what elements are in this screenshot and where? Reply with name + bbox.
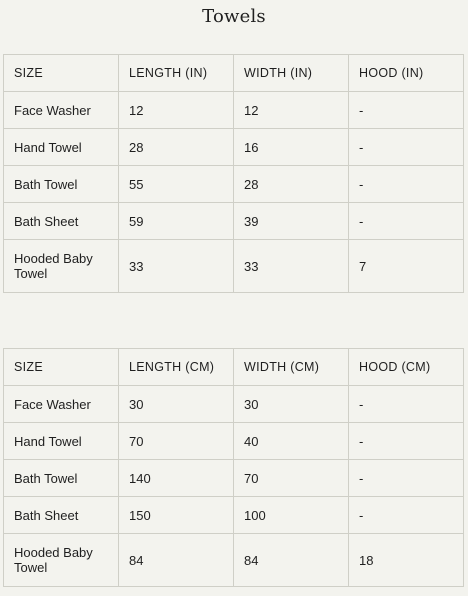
width-cell: 12 xyxy=(234,92,349,129)
size-name-cell: Face Washer xyxy=(4,386,119,423)
size-name-cell: Hand Towel xyxy=(4,423,119,460)
width-cell: 39 xyxy=(234,203,349,240)
width-cell: 33 xyxy=(234,240,349,293)
hood-cell: - xyxy=(349,166,464,203)
table-row xyxy=(4,240,464,293)
size-name-cell: Bath Sheet xyxy=(4,203,119,240)
size-name-cell: Bath Sheet xyxy=(4,497,119,534)
column-header-hood: HOOD (CM) xyxy=(349,349,464,386)
width-cell: 100 xyxy=(234,497,349,534)
size-name-cell: Hand Towel xyxy=(4,129,119,166)
table-row xyxy=(4,460,464,497)
width-cell: 28 xyxy=(234,166,349,203)
table-row xyxy=(4,497,464,534)
table-header-row xyxy=(4,349,464,386)
table-row xyxy=(4,203,464,240)
length-cell: 59 xyxy=(119,203,234,240)
width-cell: 70 xyxy=(234,460,349,497)
hood-cell: - xyxy=(349,386,464,423)
length-cell: 30 xyxy=(119,386,234,423)
size-name-cell: Bath Towel xyxy=(4,460,119,497)
column-header-hood: HOOD (IN) xyxy=(349,55,464,92)
hood-cell: 7 xyxy=(349,240,464,293)
hood-cell: - xyxy=(349,460,464,497)
width-cell: 84 xyxy=(234,534,349,587)
column-header-length: LENGTH (IN) xyxy=(119,55,234,92)
size-name-cell: Hooded Baby Towel xyxy=(4,534,119,587)
column-header-width: WIDTH (CM) xyxy=(234,349,349,386)
table-header-row xyxy=(4,55,464,92)
table-row xyxy=(4,92,464,129)
size-name-cell: Face Washer xyxy=(4,92,119,129)
column-header-width: WIDTH (IN) xyxy=(234,55,349,92)
hood-cell: - xyxy=(349,423,464,460)
width-cell: 40 xyxy=(234,423,349,460)
hood-cell: 18 xyxy=(349,534,464,587)
size-table-inches xyxy=(3,54,464,293)
length-cell: 55 xyxy=(119,166,234,203)
size-name-cell: Bath Towel xyxy=(4,166,119,203)
column-header-length: LENGTH (CM) xyxy=(119,349,234,386)
length-cell: 70 xyxy=(119,423,234,460)
hood-cell: - xyxy=(349,497,464,534)
width-cell: 30 xyxy=(234,386,349,423)
length-cell: 140 xyxy=(119,460,234,497)
size-table-centimeters xyxy=(3,348,464,587)
width-cell: 16 xyxy=(234,129,349,166)
length-cell: 12 xyxy=(119,92,234,129)
table-row xyxy=(4,166,464,203)
length-cell: 150 xyxy=(119,497,234,534)
column-header-size: SIZE xyxy=(4,349,119,386)
length-cell: 84 xyxy=(119,534,234,587)
page-title: Towels xyxy=(202,6,266,27)
table-row xyxy=(4,386,464,423)
length-cell: 28 xyxy=(119,129,234,166)
table-row xyxy=(4,423,464,460)
length-cell: 33 xyxy=(119,240,234,293)
size-name-cell: Hooded Baby Towel xyxy=(4,240,119,293)
column-header-size: SIZE xyxy=(4,55,119,92)
table-row xyxy=(4,129,464,166)
hood-cell: - xyxy=(349,129,464,166)
table-row xyxy=(4,534,464,587)
hood-cell: - xyxy=(349,203,464,240)
hood-cell: - xyxy=(349,92,464,129)
